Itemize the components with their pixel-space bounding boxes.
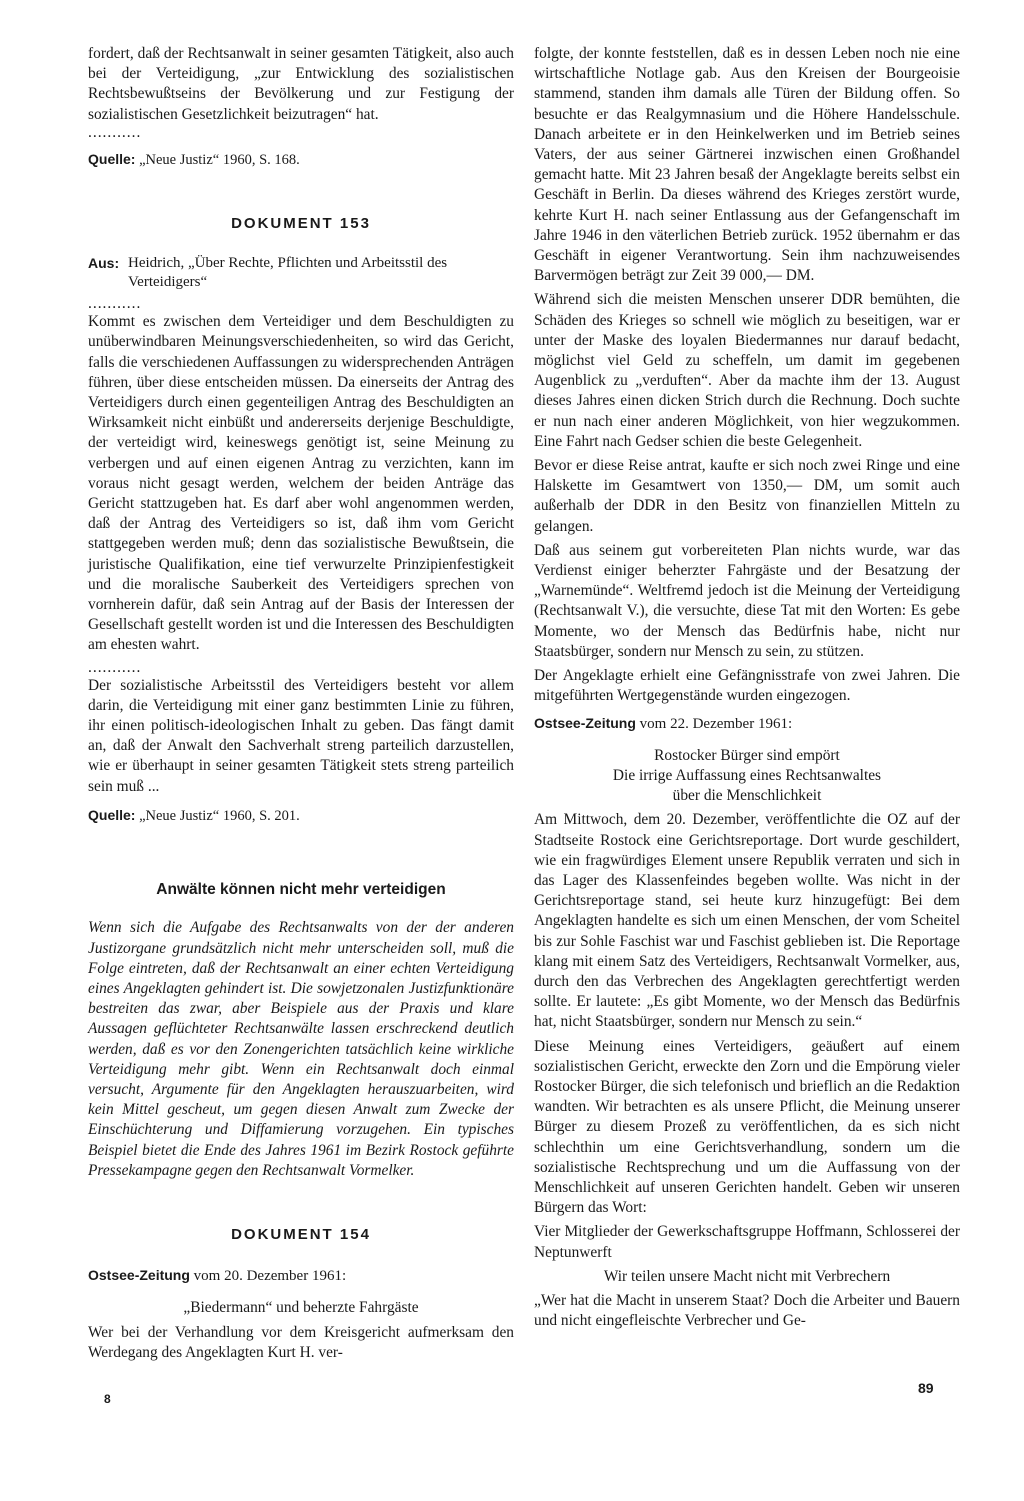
- editorial-commentary: Wenn sich die Aufgabe des Rechtsanwalts von der der anderen Justizorgane grundsätzlich nicht mehr unterscheiden soll, muß die Folge eintreten, daß der Rechtsanwalt an einer echten Verteidigung eines Angeklagten gehindert ist. Die sowjetzonalen Justizfunktionäre bestreiten das zwar, aber Beispiele aus der Praxis und klare Aussagen geflüchteter Rechtsanwälte lassen erschreckend deutlich werden, daß es vor den Zonengerichten tatsächlich keine wirkliche Verteidigung mehr gibt. Wenn ein Rechtsanwalt doch einmal versucht, Argumente für den Angeklagten herauszuarbeiten, wird kein Mittel gescheut, um gegen diesen Anwalt zum Zwecke der Einschüchterung und Diffamierung vorzugehen. Ein typisches Beispiel bietet die Ende des Jahres 1961 im Bezirk Rostock geführte Pressekampagne gegen den Rechtsanwalt Vormelker.: [88, 919, 514, 1179]
- paragraph: Am Mittwoch, dem 20. Dezember, veröffentlichte die OZ auf der Stadtseite Rostock eine Gerichtsreportage. Dort wurde geschildert, wie ein fragwürdiges Element unsere Republik verraten und sich in das Lager des Klassenfeindes begeben wollte. Was nicht in der Gerichtsreportage stand, sei heute kurz hinzugefügt: Bei dem Angeklagten handelte es sich um einen Menschen, der vom Scheitel bis zur Sohle Faschist war und Faschist geblieben ist. Die Reportage klang mit einem Satz des Verteidigers, Rechtsanwalt Vormelker, aus, durch den das Verbrechen des Angeklagten gerechtfertigt werden sollte. Er lautete: „Es gibt Momente, wo der Mensch das Bedürfnis hat, nicht Staatsbürger, sondern nur Mensch zu sein.“: [534, 811, 960, 1031]
- from-text: Heidrich, „Über Rechte, Pflichten und Arbeitsstil des Verteidigers“: [128, 255, 448, 291]
- source-citation-1: [88, 149, 514, 170]
- paragraph: Der Angeklagte erhielt eine Gefängnisstrafe von zwei Jahren. Die mitgeführten Wertgegenstände wurden eingezogen.: [534, 667, 960, 705]
- paragraph: Daß aus seinem gut vorbereiteten Plan nichts wurde, war das Verdienst einiger beherzter Fahrgäste und der Besatzung der „Warnemünde“. Weltfremd jedoch ist die Meinung der Verteidigung (Rechtsanwalt V.), die versuchte, diese Tat mit den Worten: Es gebe Momente, wo der Mensch das Bedürfnis habe, nicht nur Staatsbürger, sondern nur Mensch zu sein, zu stützen.: [534, 541, 960, 660]
- paragraph: Bevor er diese Reise antrat, kaufte er sich noch zwei Ringe und eine Halskette im Gesamtwert von 1350,— DM, um somit auch außerhalb der DDR in den Besitz von finanziellen Mitteln zu gelangen.: [534, 457, 960, 535]
- left-column: [88, 44, 514, 1367]
- article-headline: Wir teilen unsere Macht nicht mit Verbrechern: [603, 1267, 891, 1285]
- ellipsis-separator: ...........: [88, 295, 142, 313]
- from-line: [88, 254, 514, 292]
- intro-paragraph: fordert, daß der Rechtsanwalt in seiner gesamten Tätigkeit, also auch bei der Verteidigung, „zur Entwicklung des sozialistischen Rechtsbewußtseins der Bevölkerung und zur Festigung der sozialistischen Gesetzlichkeit beizutragen“ hat.: [88, 45, 514, 123]
- source-label: Quelle:: [88, 806, 136, 823]
- source-text: „Neue Justiz“ 1960, S. 168.: [139, 151, 300, 168]
- section-title: Anwälte können nicht mehr verteidigen: [156, 881, 446, 899]
- source-citation-2: [88, 805, 514, 826]
- paragraph: „Wer hat die Macht in unserem Staat? Doch die Arbeiter und Bauern und nicht eingefleischte Verbrecher und Ge-: [534, 1291, 960, 1330]
- paragraph: Kommt es zwischen dem Verteidiger und dem Beschuldigten zu unüberwindbaren Meinungsverschiedenheiten, so wird das Gericht, falls die verschiedenen Auffassungen zu widersprechenden Anträgen führen, über diese entscheiden müssen. Da einerseits der Antrag des Verteidigers durch einen gegenteiligen Antrag des Beschuldigten an Wirksamkeit nicht einbüßt und andererseits derjenige Beschuldigte, der verteidigt wird, keineswegs genötigt ist, seine Meinung zu verbergen und auf einen eigenen Antrag zu verzichten, kann im voraus nicht gesagt werden, welchem der beiden Anträge das Gericht stattzugeben hat. Es darf aber wohl angenommen werden, daß der Antrag des Verteidigers so ist, daß ihm vom Gericht stattgegeben werden muß; denn das sozialistische Bewußtsein, die juristische Qualifikation, eine tief verwurzelte Prinzipienfestigkeit und die moralische Sauberkeit des Verteidigers sprechen von vornherein dafür, daß sein Antrag auf der Basis der Interessen der Gesellschaft gestellt worden ist und die Interessen des Beschuldigten am ehesten wahrt.: [88, 313, 514, 654]
- article-subheadline: Die irrige Auffassung eines Rechtsanwaltes: [612, 766, 882, 784]
- newspaper-date: vom 22. Dezember 1961:: [639, 715, 793, 732]
- document-154-heading: DOKUMENT 154: [231, 1225, 371, 1243]
- newspaper-name: Ostsee-Zeitung: [534, 714, 636, 731]
- paragraph: Während sich die meisten Menschen unserer DDR bemühten, die Schäden des Krieges so schnell wie möglich zu beseitigen, war er unter der Maske des loyalen Biedermannes nur darauf bedacht, möglichst viel Geld zu scheffeln, um damit im gegebenen Augenblick zu „verduften“. Aber da machte ihm der 13. August dieses Jahres einen dicken Strich durch die Rechnung. Doch suchte er nun nach einer anderen Möglichkeit, von hier wegzukommen. Eine Fahrt nach Gedser schien die beste Gelegenheit.: [534, 291, 960, 450]
- paragraph: Der sozialistische Arbeitsstil des Verteidigers besteht vor allem darin, die Verteidigung mit einer ganz bestimmten Linie zu führen, ihr einen politisch-ideologischen Inhalt zu geben. Das fängt damit an, daß der Anwalt den Sachverhalt streng parteilich darzustellen, wie er überhaupt in seiner gesamten Tätigkeit stets streng parteilich sein muß ...: [88, 676, 514, 795]
- paragraph: Vier Mitglieder der Gewerkschaftsgruppe Hoffmann, Schlosserei der Neptunwerft: [534, 1223, 960, 1261]
- source-text: „Neue Justiz“ 1960, S. 201.: [139, 807, 300, 824]
- newspaper-name: Ostsee-Zeitung: [88, 1267, 190, 1284]
- source-label: Quelle:: [88, 150, 136, 167]
- from-label: Aus:: [88, 255, 120, 272]
- paragraph: Wer bei der Verhandlung vor dem Kreisgericht aufmerksam den Werdegang des Angeklagten Kurt H. ver-: [88, 1323, 514, 1361]
- ellipsis-separator: ...........: [88, 658, 142, 676]
- newspaper-source-1: [88, 1265, 514, 1286]
- article-subheadline: über die Menschlichkeit: [672, 787, 822, 805]
- right-column: [534, 44, 960, 1335]
- paragraph: folgte, der konnte feststellen, daß es in dessen Leben noch nie eine wirtschaftliche Notlage gab. Aus den Kreisen der Bourgeoisie stammend, standen ihm damals alle Türen der Bildung offen. So besuchte er das Realgymnasium und die Höhere Handelsschule. Danach arbeitete er in den Heinkelwerken und im Betrieb seines Vaters, der aus seiner Gärtnerei inzwischen einen Großhandel gemacht hatte. Mit 23 Jahren besaß der Angeklagte bereits selbst ein Geschäft in Berlin. Da dieses während des Krieges zerstört wurde, kehrte Kurt H. nach seiner Entlassung aus der Gefangenschaft im Jahre 1946 in den väterlichen Betrieb zurück. 1952 übernahm er das Geschäft in eigener Verantwortung. Sein ihm nachzuweisendes Barvermögen beträgt zur Zeit 39 000,— DM.: [534, 45, 960, 285]
- newspaper-date: vom 20. Dezember 1961:: [193, 1268, 347, 1285]
- ellipsis-separator: ...........: [88, 123, 142, 141]
- article-headline: „Biedermann“ und beherzte Fahrgäste: [183, 1299, 419, 1317]
- document-153-heading: DOKUMENT 153: [231, 215, 371, 233]
- newspaper-source-2: [534, 713, 960, 734]
- page-number: 89: [918, 1380, 934, 1396]
- article-headline: Rostocker Bürger sind empört: [654, 746, 840, 764]
- paragraph: Diese Meinung eines Verteidigers, geäußert auf einem sozialistischen Gericht, erweckte den Zorn und die Empörung vieler Rostocker Bürger, die sich telefonisch und brieflich an die Redaktion wandten. Wir betrachten es als unsere Pflicht, die Meinung unserer Bürger zu diesem Prozeß zu veröffentlichen, da es sich nicht schlechthin um eine Gerichtsverhandlung, sondern um die sozialistische Rechtsprechung und um die Auffassung von der Menschlichkeit auf unseren Gerichten handelt. Geben wir unseren Bürgern das Wort:: [534, 1037, 960, 1217]
- signature-mark: 8: [104, 1392, 111, 1406]
